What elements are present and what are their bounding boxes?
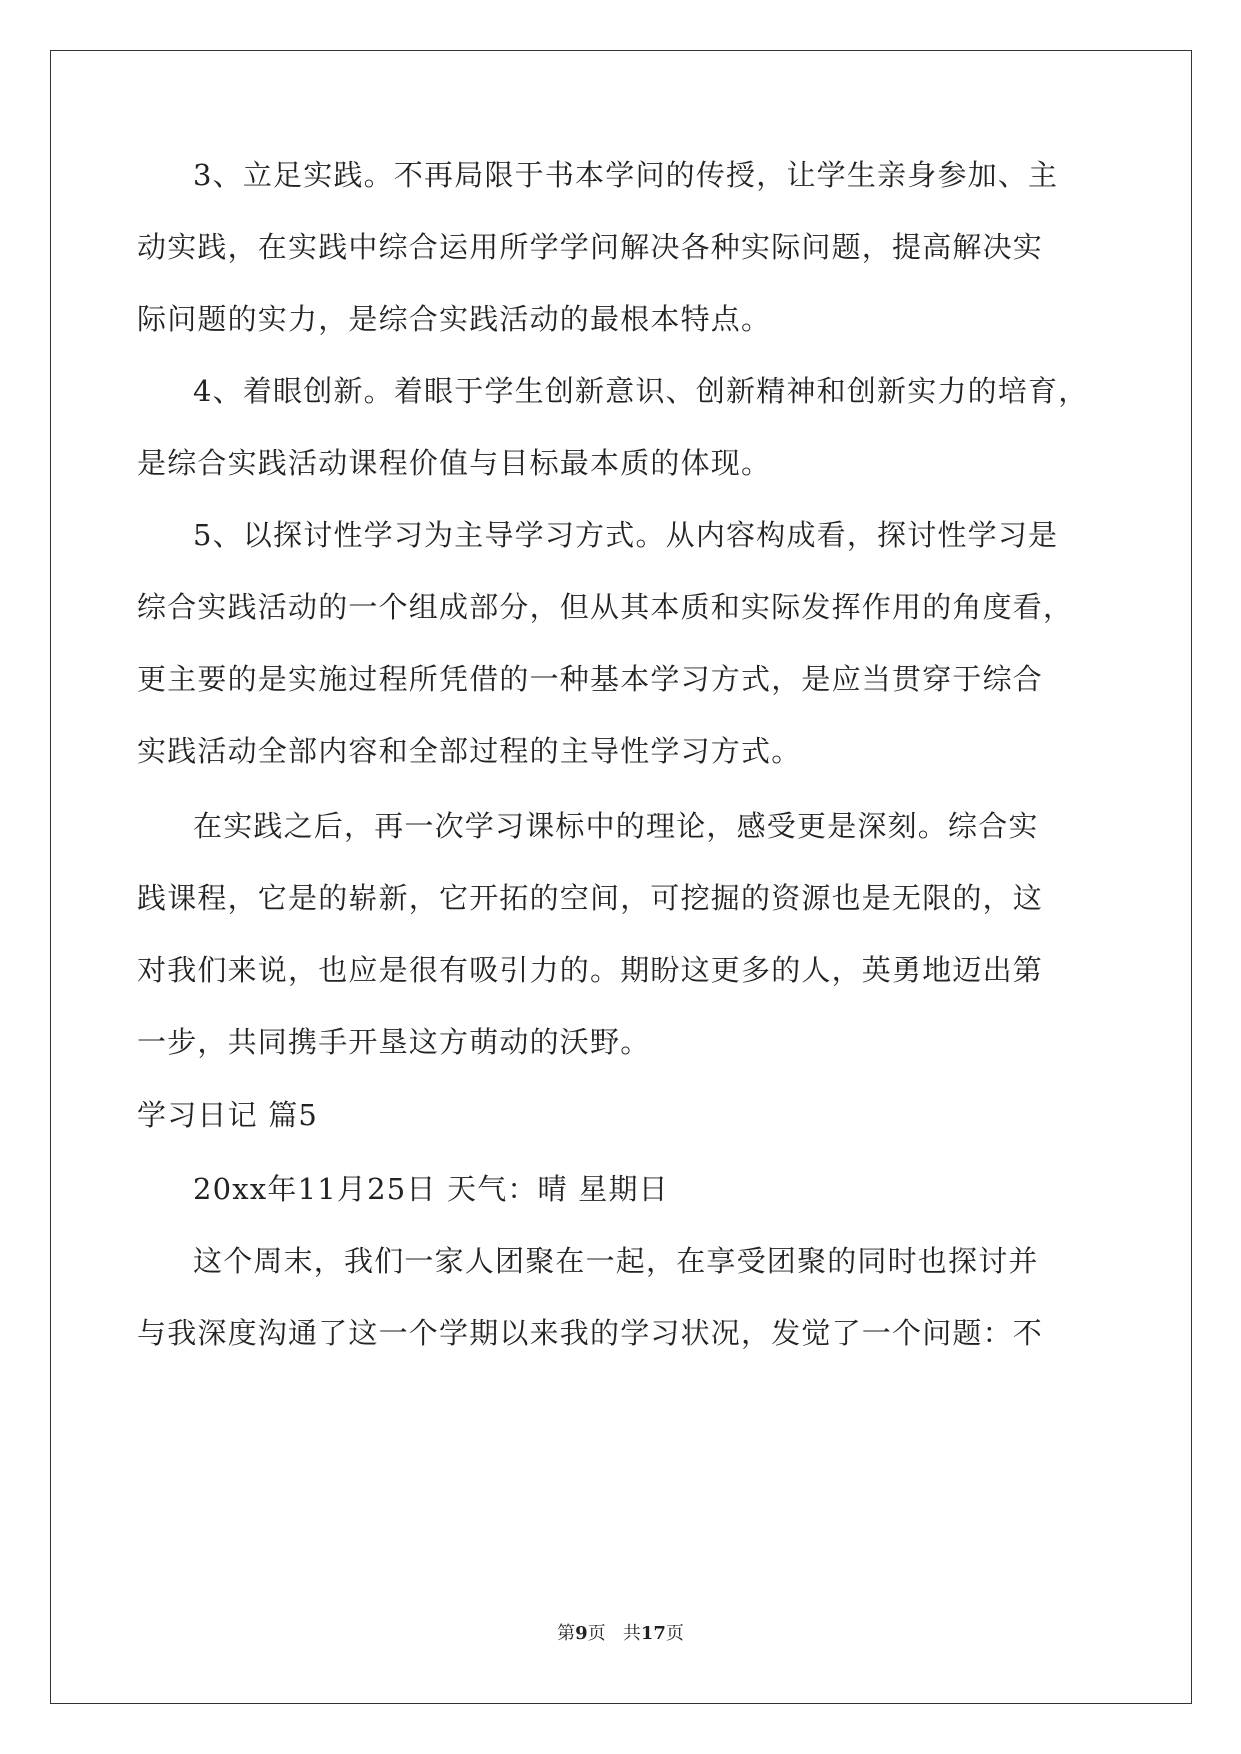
diary-date-weather: 20xx年11月25日 天气：晴 星期日 <box>193 1172 669 1206</box>
body-line-5: 是综合实践活动课程价值与目标最本质的体现。 <box>137 446 772 480</box>
page-prefix: 第 <box>557 1623 576 1644</box>
body-line-6: 5、以探讨性学习为主导学习方式。从内容构成看，探讨性学习是 <box>193 518 1059 552</box>
body-line-10: 在实践之后，再一次学习课标中的理论，感受更是深刻。综合实 <box>193 809 1039 843</box>
body-line-12: 对我们来说，也应是很有吸引力的。期盼这更多的人，英勇地迈出第 <box>137 953 1044 987</box>
body-line-7: 综合实践活动的一个组成部分，但从其本质和实际发挥作用的角度看， <box>137 590 1074 624</box>
page-number: 9 <box>575 1623 588 1644</box>
body-line-13: 一步，共同携手开垦这方萌动的沃野。 <box>137 1025 651 1059</box>
total-pages: 17 <box>640 1623 666 1644</box>
page-footer <box>0 1622 1241 1646</box>
body-line-9: 实践活动全部内容和全部过程的主导性学习方式。 <box>137 734 802 768</box>
body-line-2: 动实践，在实践中综合运用所学学问解决各种实际问题，提高解决实 <box>137 230 1044 264</box>
total-prefix: 共 <box>622 1623 641 1644</box>
total-suffix: 页 <box>665 1623 684 1644</box>
body-line-1: 3、立足实践。不再局限于书本学问的传授，让学生亲身参加、主 <box>193 158 1059 192</box>
body-line-4: 4、着眼创新。着眼于学生创新意识、创新精神和创新实力的培育， <box>193 374 1089 408</box>
body-line-3: 际问题的实力，是综合实践活动的最根本特点。 <box>137 302 772 336</box>
body-line-17: 与我深度沟通了这一个学期以来我的学习状况，发觉了一个问题：不 <box>137 1316 1044 1350</box>
page-suffix: 页 <box>587 1623 606 1644</box>
body-line-8: 更主要的是实施过程所凭借的一种基本学习方式，是应当贯穿于综合 <box>137 662 1044 696</box>
body-line-16: 这个周末，我们一家人团聚在一起，在享受团聚的同时也探讨并 <box>193 1244 1039 1278</box>
body-line-11: 践课程，它是的崭新，它开拓的空间，可挖掘的资源也是无限的，这 <box>137 881 1044 915</box>
section-heading: 学习日记 篇5 <box>137 1098 319 1132</box>
